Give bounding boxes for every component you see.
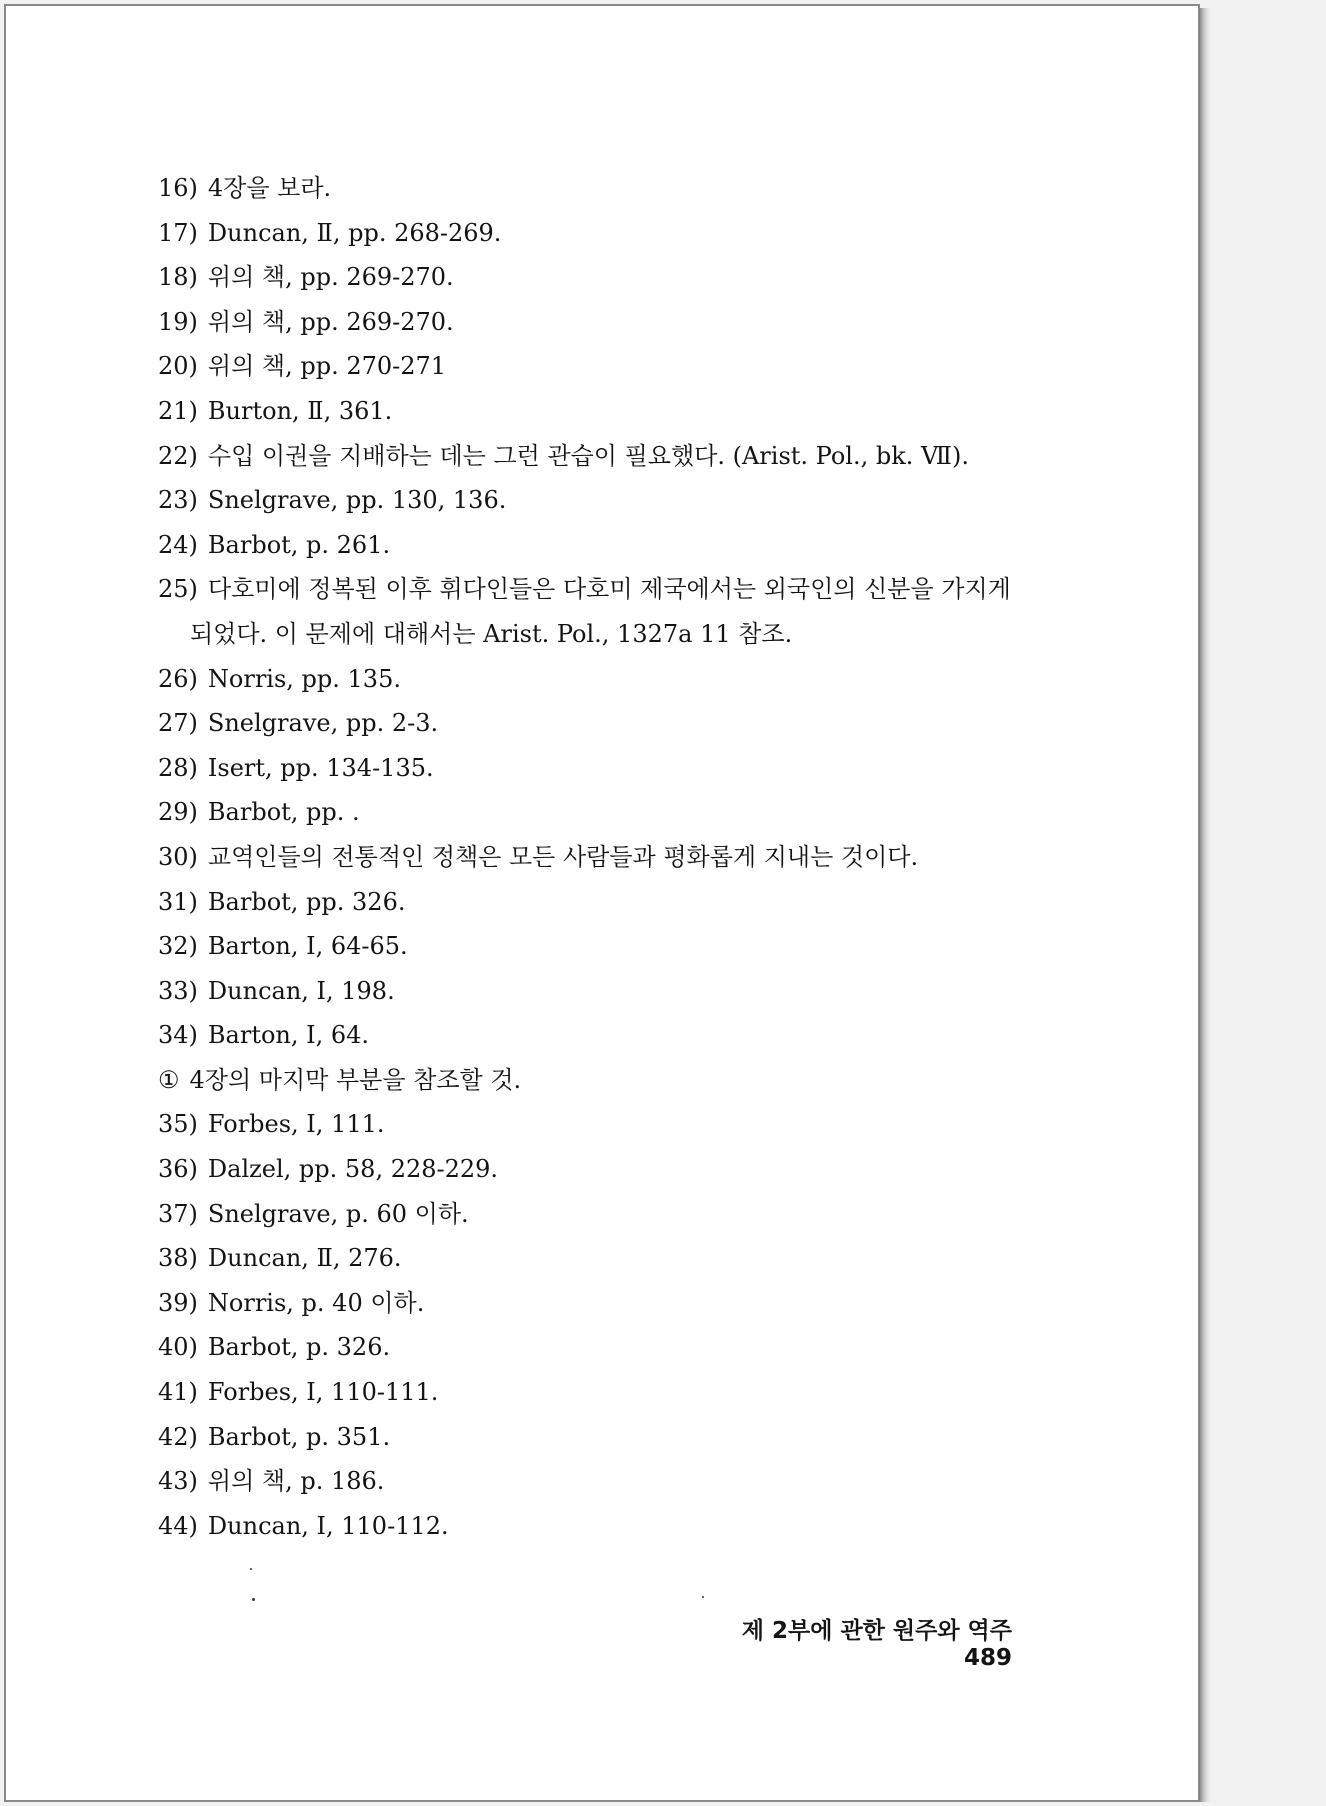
endnote-text: Forbes, Ⅰ, 110-111. (207, 1378, 439, 1407)
endnote-item (158, 835, 1058, 880)
endnote-number: 19) (158, 307, 198, 336)
endnote-number: 29) (158, 798, 198, 827)
endnote-number: 31) (158, 887, 198, 916)
endnote-number: 16) (158, 174, 198, 202)
endnote-item (158, 1415, 1058, 1460)
endnote-item (158, 969, 1058, 1014)
endnote-number: 35) (158, 1110, 198, 1139)
endnote-item (158, 211, 1058, 256)
endnote-text: Norris, p. 40 이하. (207, 1288, 425, 1317)
endnote-number: 41) (158, 1378, 198, 1407)
endnote-text: Burton, Ⅱ, 361. (207, 396, 393, 425)
endnote-item (158, 255, 1058, 300)
endnote-item (158, 701, 1058, 746)
endnote-item (158, 344, 1058, 389)
endnote-text: 다호미에 정복된 이후 휘다인들은 다호미 제국에서는 외국인의 신분을 가지게 (207, 575, 1011, 604)
endnote-text: Barton, Ⅰ, 64. (207, 1021, 370, 1050)
endnote-number: 23) (158, 486, 198, 515)
endnote-text: Barbot, p. 261. (207, 530, 391, 559)
endnote-number: 37) (158, 1199, 198, 1228)
endnote-number: 40) (158, 1333, 198, 1362)
endnote-number: 26) (158, 664, 198, 693)
endnote-item (158, 1370, 1058, 1415)
endnote-item (158, 1192, 1058, 1237)
running-footer-title: 제 2부에 관한 원주와 역주 (741, 1618, 1012, 1644)
endnote-item (158, 880, 1058, 925)
endnote-text: Barbot, pp. . (207, 798, 360, 827)
endnote-number: 36) (158, 1155, 198, 1184)
endnote-text: 교역인들의 전통적인 정책은 모든 사람들과 평화롭게 지내는 것이다. (207, 842, 919, 871)
endnote-item (158, 924, 1058, 969)
endnote-item (158, 478, 1058, 523)
endnote-number: 32) (158, 932, 198, 961)
endnote-text: 위의 책, pp. 269-270. (207, 307, 454, 336)
endnote-item (158, 1236, 1058, 1281)
book-page (4, 4, 1200, 1802)
endnote-item (158, 567, 1058, 656)
endnote-number: 30) (158, 842, 198, 871)
endnote-number: 38) (158, 1244, 198, 1273)
endnote-text: 수입 이권을 지배하는 데는 그런 관습이 필요했다. (Arist. Pol., bk. Ⅶ). (207, 441, 969, 470)
endnote-text: Snelgrave, pp. 2-3. (207, 709, 439, 738)
endnote-item (158, 434, 1058, 479)
endnote-number: 34) (158, 1021, 198, 1050)
endnote-number: 20) (158, 352, 198, 381)
endnote-text: Snelgrave, pp. 130, 136. (207, 486, 507, 515)
page-edge-shadow (1199, 8, 1211, 1802)
endnote-text: Forbes, Ⅰ, 111. (207, 1110, 385, 1139)
endnote-text: Duncan, Ⅱ, 276. (207, 1244, 402, 1273)
endnote-item (158, 1102, 1058, 1147)
endnote-number: 44) (158, 1511, 198, 1540)
endnote-text: Dalzel, pp. 58, 228-229. (207, 1155, 499, 1184)
endnote-item (158, 1504, 1058, 1549)
endnote-number: 21) (158, 396, 198, 425)
endnote-number: 39) (158, 1288, 198, 1317)
endnote-number: 25) (158, 575, 198, 604)
endnote-item (158, 657, 1058, 702)
endnote-text: 위의 책, pp. 270-271 (207, 352, 447, 381)
endnote-text: Barbot, p. 351. (207, 1422, 391, 1451)
endnote-text: Isert, pp. 134-135. (207, 753, 434, 782)
endnote-text: Snelgrave, p. 60 이하. (207, 1199, 469, 1228)
endnote-number: 17) (158, 218, 198, 247)
endnote-number: 18) (158, 263, 198, 292)
endnote-text: Barton, Ⅰ, 64-65. (207, 932, 408, 961)
endnote-text: Duncan, Ⅱ, pp. 268-269. (207, 218, 502, 247)
scan-speck (250, 1568, 252, 1570)
endnote-text: 위의 책, p. 186. (207, 1467, 385, 1496)
endnote-number: 28) (158, 753, 198, 782)
endnote-number: ① (158, 1065, 180, 1094)
endnote-item (158, 1058, 1058, 1103)
endnote-number: 43) (158, 1467, 198, 1496)
endnote-number: 33) (158, 976, 198, 1005)
endnote-text: 4장을 보라. (207, 174, 332, 202)
endnote-item (158, 1013, 1058, 1058)
page-footer (692, 1612, 1012, 1671)
endnote-item (158, 790, 1058, 835)
endnote-number: 22) (158, 441, 198, 470)
endnote-item (158, 166, 1058, 211)
endnote-item (158, 1281, 1058, 1326)
page-number: 489 (963, 1645, 1012, 1671)
endnote-text: Duncan, Ⅰ, 110-112. (207, 1511, 449, 1540)
endnote-item (158, 746, 1058, 791)
endnote-item (158, 1147, 1058, 1192)
scan-speck (252, 1598, 255, 1601)
endnote-number: 42) (158, 1422, 198, 1451)
endnote-number: 24) (158, 530, 198, 559)
endnote-text: 위의 책, pp. 269-270. (207, 263, 454, 292)
endnote-continuation: 되었다. 이 문제에 대해서는 Arist. Pol., 1327a 11 참조. (190, 619, 793, 648)
endnote-text: Barbot, pp. 326. (207, 887, 406, 916)
endnotes-list (158, 166, 1058, 1548)
endnote-number: 27) (158, 709, 198, 738)
endnote-text: Norris, pp. 135. (207, 664, 401, 693)
endnote-item (158, 300, 1058, 345)
endnote-item (158, 1459, 1058, 1504)
endnote-text: 4장의 마지막 부분을 참조할 것. (189, 1065, 522, 1094)
endnote-text: Duncan, Ⅰ, 198. (207, 976, 395, 1005)
endnote-item (158, 389, 1058, 434)
endnote-text: Barbot, p. 326. (207, 1333, 391, 1362)
scan-speck (702, 1596, 704, 1598)
endnote-item (158, 523, 1058, 568)
endnote-item (158, 1325, 1058, 1370)
